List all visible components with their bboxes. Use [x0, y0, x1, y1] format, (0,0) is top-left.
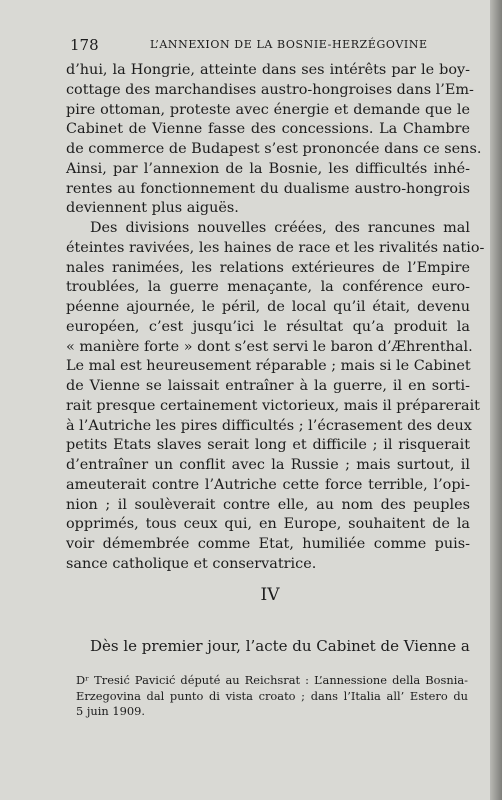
text-line: sance catholique et conservatrice. — [66, 555, 317, 572]
text-line: de commerce de Budapest s’est prononcée dans ce sens. — [66, 141, 482, 157]
text-line: pire ottoman, proteste avec énergie et demande que le — [66, 101, 470, 118]
text-line: ameuterait contre l’Autriche cette force terrible, l’opi- — [66, 476, 470, 493]
text-line: d’entraîner un conflit avec la Russie ; mais surtout, il — [66, 457, 470, 473]
page-edge — [490, 0, 502, 800]
text-line: rentes au fonctionnement du dualisme austro-hongrois — [66, 180, 470, 197]
text-line: Des divisions nouvelles créées, des rancunes mal — [90, 220, 470, 236]
text-line: Ainsi, par l’annexion de la Bosnie, les difficultés inhé- — [66, 160, 470, 177]
text-line: rait presque certainement victorieux, mais il préparerait — [66, 397, 480, 414]
text-line: « manière forte » dont s’est servi le baron d’Æhrenthal. — [66, 338, 473, 355]
text-line: opprimés, tous ceux qui, en Europe, souhaitent de la — [66, 516, 470, 533]
section-heading: IV — [260, 585, 280, 605]
text-line: éteintes ravivées, les haines de race et les rivalités natio- — [66, 239, 485, 256]
footnote — [76, 673, 468, 720]
footnote-line: Erzegovina dal punto di vista croato ; dans l’Italia all’ Estero du — [76, 688, 468, 703]
running-head — [70, 36, 470, 56]
text-line: voir démembrée comme Etat, humiliée comme puis- — [66, 536, 470, 552]
text-line: nion ; il soulèverait contre elle, au nom des peuples — [66, 496, 470, 513]
running-title: L’ANNEXION DE LA BOSNIE-HERZÉGOVINE — [150, 38, 428, 51]
body-text — [66, 61, 485, 575]
text-line: cottage des marchandises austro-hongroises dans l’Em- — [66, 81, 474, 98]
text-line: nales ranimées, les relations extérieures de l’Empire — [66, 259, 470, 276]
paragraph-start: Dès le premier jour, l’acte du Cabinet de Vienne a — [90, 637, 470, 655]
page-number: 178 — [70, 36, 99, 54]
text-line: européen, c’est jusqu’ici le résultat qu’a produit la — [66, 318, 470, 335]
text-line: Cabinet de Vienne fasse des concessions. La Chambre — [66, 121, 470, 138]
footnote-line: Dʳ Tresić Pavicić député au Reichsrat : L’annessione della Bosnia- — [76, 673, 468, 687]
text-line: péenne ajournée, le péril, de local qu’il était, devenu — [66, 299, 470, 315]
footnote-line: 5 juin 1909. — [76, 704, 145, 718]
text-line: deviennent plus aiguës. — [66, 200, 239, 217]
text-line: à l’Autriche les pires difficultés ; l’écrasement des deux — [66, 417, 472, 434]
text-line: petits Etats slaves serait long et difficile ; il risquerait — [66, 437, 470, 454]
text-line: troublées, la guerre menaçante, la conférence euro- — [66, 279, 470, 296]
text-line: Le mal est heureusement réparable ; mais si le Cabinet — [66, 358, 471, 375]
text-line: de Vienne se laissait entraîner à la guerre, il en sorti- — [66, 378, 470, 394]
text-line: d’hui, la Hongrie, atteinte dans ses intérêts par le boy- — [66, 62, 470, 78]
